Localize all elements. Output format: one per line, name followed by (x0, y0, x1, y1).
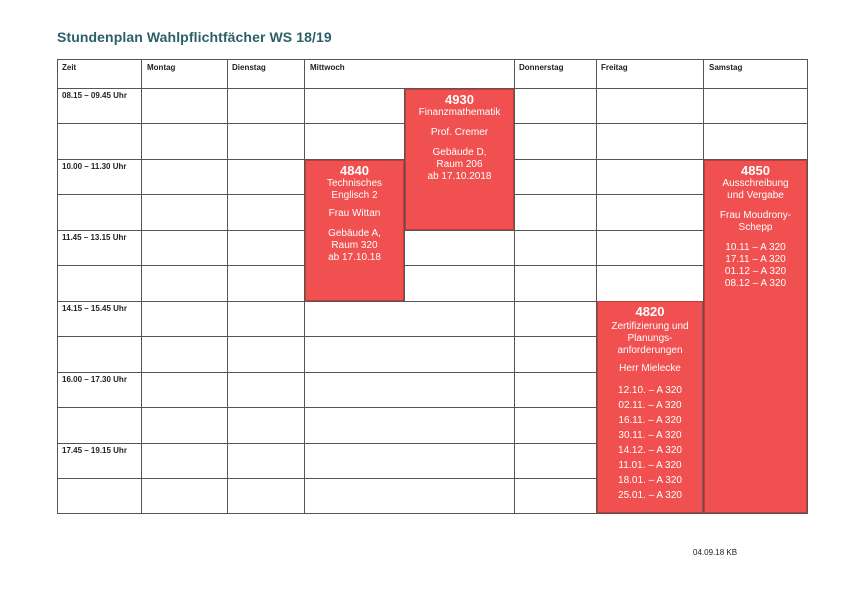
time-slot: 17.45 – 19.15 Uhr (62, 446, 127, 455)
time-slot: 14.15 – 15.45 Uhr (62, 304, 127, 313)
course-name: anforderungen (617, 345, 683, 356)
course-name: Technisches (326, 178, 383, 189)
time-slot: 16.00 – 17.30 Uhr (62, 375, 127, 384)
course-name: Englisch 2 (331, 190, 378, 201)
page-title: Stundenplan Wahlpflichtfächer WS 18/19 (57, 29, 332, 45)
course-code: 4930 (445, 92, 474, 107)
course-code: 4850 (741, 163, 770, 178)
course-location: ab 17.10.2018 (427, 171, 492, 182)
course-location: Raum 206 (436, 159, 483, 170)
course-date: 02.11. – A 320 (618, 400, 682, 411)
course-date: 10.11 – A 320 (725, 242, 786, 253)
course-4850 (704, 160, 807, 513)
course-name: und Vergabe (727, 190, 784, 201)
time-slot: 11.45 – 13.15 Uhr (62, 233, 127, 242)
header-mittwoch: Mittwoch (310, 63, 345, 72)
header-freitag: Freitag (601, 63, 628, 72)
course-code: 4820 (635, 304, 665, 319)
course-location: Gebäude D, (432, 147, 487, 158)
course-date: 16.11. – A 320 (618, 415, 682, 426)
course-name: Zertifizierung und (611, 321, 689, 332)
course-location: ab 17.10.18 (328, 252, 381, 263)
header-zeit: Zeit (62, 63, 77, 72)
footer-date: 04.09.18 KB (693, 548, 738, 557)
course-date: 11.01. – A 320 (618, 460, 682, 471)
course-date: 25.01. – A 320 (618, 490, 682, 501)
course-lecturer: Frau Moudrony- (719, 210, 792, 221)
course-4820 (597, 301, 703, 513)
course-date: 12.10. – A 320 (618, 385, 682, 396)
grid-line (807, 59, 808, 514)
course-4840 (305, 160, 404, 301)
header-donnerstag: Donnerstag (519, 63, 564, 72)
header-montag: Montag (147, 63, 176, 72)
course-name: Ausschreibung (722, 178, 789, 189)
course-date: 17.11 – A 320 (725, 254, 786, 265)
grid-line (514, 59, 515, 514)
course-lecturer: Prof. Cremer (430, 127, 489, 138)
course-code: 4840 (340, 163, 369, 178)
course-lecturer: Herr Mielecke (619, 363, 681, 374)
course-date: 18.01. – A 320 (618, 475, 682, 486)
course-name: Planungs- (627, 333, 673, 344)
time-slot: 10.00 – 11.30 Uhr (62, 162, 127, 171)
grid-line (57, 513, 808, 514)
header-dienstag: Dienstag (232, 63, 266, 72)
course-date: 08.12 – A 320 (724, 278, 787, 289)
grid-line (57, 265, 808, 266)
course-lecturer: Schepp (738, 222, 773, 233)
course-location: Gebäude A, (328, 228, 381, 239)
grid-line (57, 59, 58, 514)
course-name: Finanzmathematik (418, 107, 501, 118)
time-slot: 08.15 – 09.45 Uhr (62, 91, 127, 100)
header-samstag: Samstag (709, 63, 743, 72)
course-4930 (405, 89, 514, 230)
course-date: 01.12 – A 320 (724, 266, 787, 277)
grid-line (227, 59, 228, 514)
course-lecturer: Frau Wittan (328, 208, 381, 219)
course-location: Raum 320 (331, 240, 378, 251)
grid-line (57, 230, 808, 231)
grid-line (141, 59, 142, 514)
course-date: 14.12. – A 320 (618, 445, 682, 456)
grid-line (57, 59, 808, 60)
course-date: 30.11. – A 320 (618, 430, 682, 441)
